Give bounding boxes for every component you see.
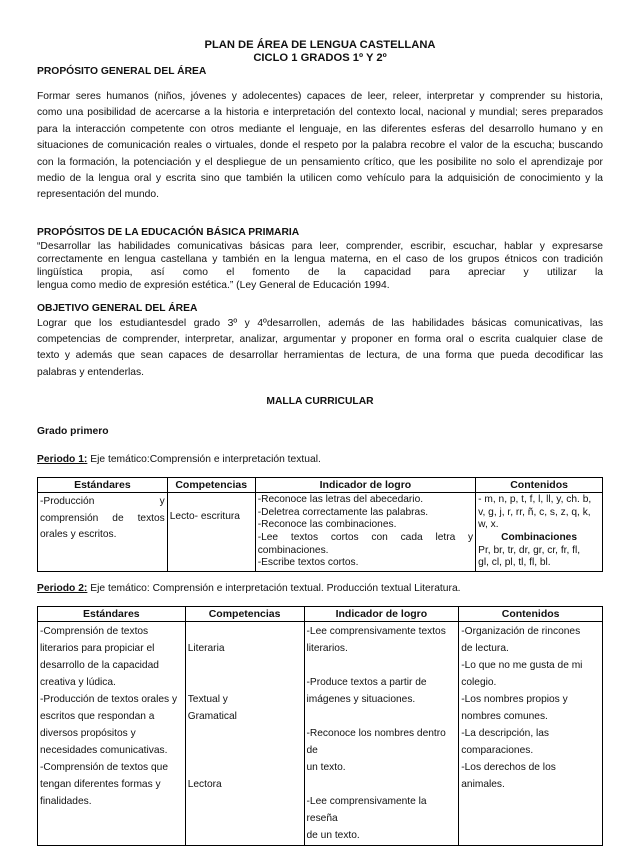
cell-line: [188, 674, 302, 691]
cell-line: -Los derechos de los: [461, 761, 556, 773]
cell-line: -Lee comprensivamente textos: [306, 625, 446, 637]
cell-line: -Organización de rincones: [461, 625, 581, 637]
cell-line: v, g, j, r, rr, ñ, c, s, z, q, k,: [478, 506, 591, 518]
table-header-row: [38, 478, 603, 493]
cell-line: -Reconoce las combinaciones.: [257, 519, 397, 531]
cell-line: [188, 742, 302, 759]
cell-line: desarrollo de la capacidad: [40, 659, 159, 671]
text-line: competencias de comprender, interpretar, analizar, argumentar y proponer en forma oral o escrita cualquier clase de: [37, 334, 603, 346]
periodo-1-label: Periodo 1:: [37, 454, 88, 466]
cell-line: creativa y lúdica.: [40, 676, 116, 688]
cell-line: -Deletrea correctamente las palabras.: [257, 506, 429, 518]
cell-line: [188, 623, 302, 640]
malla-curricular-heading: MALLA CURRICULAR: [266, 396, 374, 408]
cell-line: Literaria: [187, 642, 225, 654]
indicadores-cell: [304, 621, 459, 845]
text-line: texto y además que sean capaces de desarrollar herramientas de lectura, de una forma que pueda decodificar las: [37, 350, 603, 362]
cell-line: de lectura.: [461, 642, 509, 654]
propositos-basica-text: [37, 240, 603, 293]
cell-line: -Los nombres propios y: [461, 693, 568, 705]
cell-line: [307, 776, 457, 793]
cell-line: escritos que respondan a: [40, 710, 155, 722]
cell-line: [188, 725, 302, 742]
competencias-cell: [185, 621, 304, 845]
text-line: palabras y entenderlas.: [37, 366, 145, 378]
cell-line: gl, cl, pl, tl, fl, bl.: [478, 557, 551, 569]
text-line: para la interacción competente con otros mediante el lenguaje, en las diferentes esferas del desarrollo humano y en: [37, 123, 603, 135]
combinaciones-title: Combinaciones: [501, 532, 577, 544]
cell-line: -Producción de textos orales y: [40, 693, 178, 705]
text-line: Formar seres humanos (niños, jóvenes y adolecentes) capaces de leer, releer, interpretar y comprender su historia,: [37, 91, 603, 102]
table-row: [38, 493, 603, 572]
text-line: medio de la lengua oral y escrita sino que también la utilicen como vehículo para la adquisición de conocimiento y la: [37, 173, 603, 185]
text-line: situaciones de comunicación reales o virtuales, donde el respeto por la palabra recobre el valor de la escucha; buscando: [37, 140, 603, 152]
cell-line: -Reconoce los nombres dentro de: [306, 727, 446, 756]
cell-line: imágenes y situaciones.: [306, 693, 416, 705]
estandares-cell: [38, 621, 186, 845]
cell-line: necesidades comunicativas.: [40, 744, 168, 756]
text-line: representación del mundo.: [37, 189, 159, 201]
periodo-2-text: Eje temático: Comprensión e interpretación textual. Producción textual Literatura.: [87, 582, 461, 594]
competencias-cell: [167, 493, 255, 572]
cell-line: -Producción y: [40, 496, 165, 508]
indicadores-cell: [255, 493, 475, 572]
table-row: [38, 621, 603, 845]
header-estandares: Estándares: [38, 478, 168, 493]
cell-line: de un texto.: [306, 829, 360, 841]
cell-line: animales.: [461, 778, 505, 790]
objetivo-general-heading: OBJETIVO GENERAL DEL ÁREA: [37, 302, 198, 314]
cell-line: tengan diferentes formas y: [40, 778, 161, 790]
header-contenidos: Contenidos: [459, 606, 603, 621]
header-competencias: Competencias: [167, 478, 255, 493]
cell-line: literarios.: [306, 642, 348, 654]
proposito-general-text: [37, 89, 603, 204]
cell-line: Gramatical: [187, 710, 237, 722]
text-line: lingüística propia, así como el fomento de la capacidad para apreciar y utilizar la: [37, 267, 603, 279]
cell-line: -Reconoce las letras del abecedario.: [257, 494, 424, 506]
contenidos-cell: [476, 493, 603, 572]
cell-line: orales y escritos.: [40, 529, 117, 541]
cell-line: -Lee comprensivamente la reseña: [306, 795, 427, 824]
header-competencias: Competencias: [185, 606, 304, 621]
text-line: Lograr que los estudiantesdel grado 3º y 4ºdesarrollen, además de las habilidades básicas comunicativas, las: [37, 317, 603, 329]
cell-line: nombres comunes.: [461, 710, 548, 722]
header-indicador: Indicador de logro: [255, 478, 475, 493]
cell-line: -Comprensión de textos que: [40, 761, 168, 773]
cell-line: -Produce textos a partir de: [306, 676, 427, 688]
text-line: correctamente en lengua castellana y también en la lengua materna, en el caso de los grupos étnicos con tradición: [37, 254, 603, 266]
cell-line: literarios para propiciar el: [40, 642, 155, 654]
cell-line: comparaciones.: [461, 744, 534, 756]
periodo-2-label: Periodo 2:: [37, 582, 88, 594]
cell-line: [307, 708, 457, 725]
document-title: PLAN DE ÁREA DE LENGUA CASTELLANA: [204, 39, 436, 51]
periodo-2-line: [37, 582, 603, 596]
cell-line: -Comprensión de textos: [40, 625, 149, 637]
cell-line: finalidades.: [40, 795, 92, 807]
cell-line: -Lo que no me gusta de mi: [461, 659, 583, 671]
cell-line: -Lee textos cortos con cada letra y: [257, 532, 474, 544]
cell-line: diversos propósitos y: [40, 727, 136, 739]
cell-line: -Escribe textos cortos.: [257, 557, 359, 569]
cell-line: [188, 657, 302, 674]
text-line: lengua como medio de expresión estética.” (Ley General de Educación 1994.: [37, 280, 390, 292]
cell-line: w, x.: [478, 519, 499, 531]
text-line: “Desarrollar las habilidades comunicativas básicas para leer, comprender, escribir, escuchar, hablar y expresarse: [37, 240, 603, 252]
cell-line: Lecto- escritura: [169, 511, 240, 523]
cell-line: [188, 759, 302, 776]
objetivo-general-text: [37, 316, 603, 382]
contenidos-cell: [459, 621, 603, 845]
cell-line: - m, n, p, t, f, l, ll, y, ch. b,: [478, 494, 592, 506]
periodo-1-text: Eje temático:Comprensión e interpretación textual.: [87, 454, 321, 466]
document-subtitle: CICLO 1 GRADOS 1º Y 2º: [253, 52, 387, 64]
table-header-row: [38, 606, 603, 621]
cell-line: Pr, br, tr, dr, gr, cr, fr, fl,: [478, 544, 581, 556]
text-line: como una posibilidad de acercarse a la historia e interpretación del contexto local, nacional y mundial; seres preparados: [37, 107, 603, 119]
proposito-general-heading: PROPÓSITO GENERAL DEL ÁREA: [37, 66, 207, 77]
estandares-cell: [38, 493, 168, 572]
cell-line: comprensión de textos: [40, 512, 165, 524]
text-line: con la formación, la potenciación y el despliegue de un pensamiento crítico, que les posibilite no solo el aprendizaje por: [37, 156, 603, 168]
cell-line: un texto.: [306, 761, 346, 773]
cell-line: [307, 657, 457, 674]
cell-line: colegio.: [461, 676, 497, 688]
periodo-2-table: [37, 606, 603, 846]
cell-line: Lectora: [187, 778, 222, 790]
cell-line: combinaciones.: [257, 544, 329, 556]
cell-line: Textual y: [187, 693, 228, 705]
header-indicador: Indicador de logro: [304, 606, 459, 621]
periodo-1-table: [37, 477, 603, 572]
header-contenidos: Contenidos: [476, 478, 603, 493]
cell-line: -La descripción, las: [461, 727, 550, 739]
document-page: [37, 0, 603, 846]
propositos-basica-heading: PROPÓSITOS DE LA EDUCACIÓN BÁSICA PRIMARIA: [37, 226, 300, 238]
header-estandares: Estándares: [38, 606, 186, 621]
grado-heading: Grado primero: [37, 426, 109, 438]
periodo-1-line: [37, 453, 603, 467]
